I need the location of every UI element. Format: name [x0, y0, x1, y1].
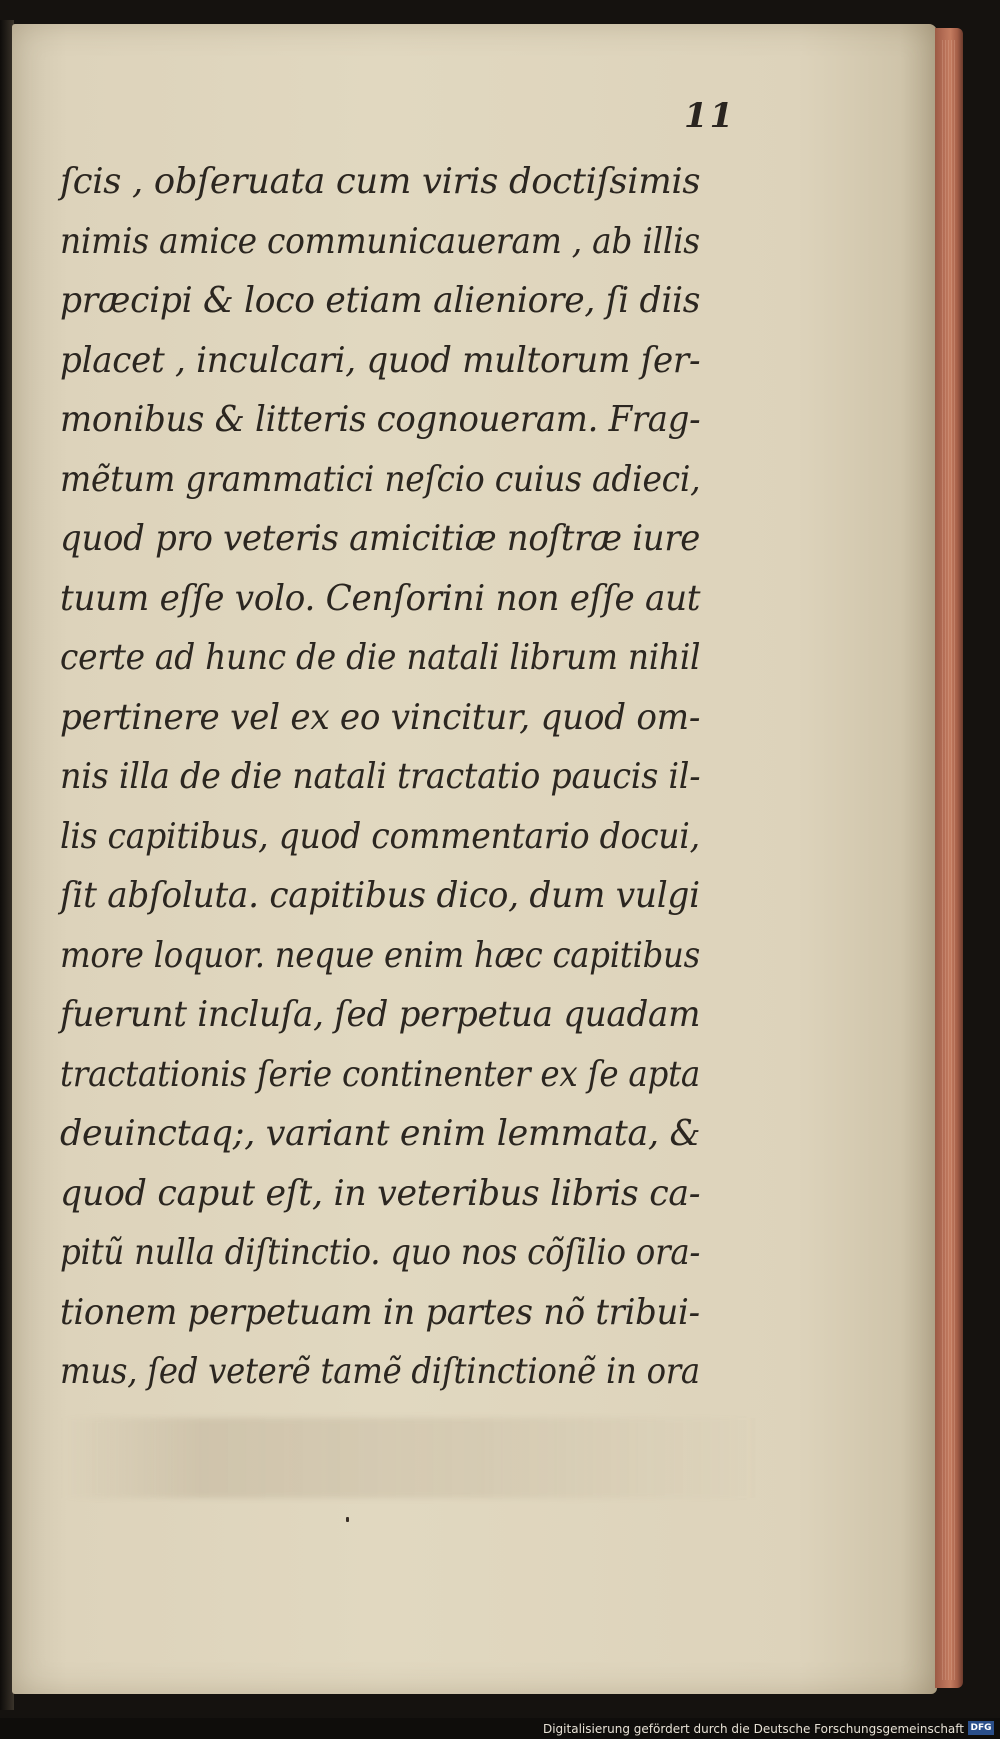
text-line-content: quod caput eſt, in veteribus libris ca-	[60, 1172, 701, 1214]
text-line	[60, 271, 760, 331]
text-line	[60, 1104, 760, 1164]
text-line-content: ſit abſoluta. capitibus dico, dum vulgi	[60, 875, 700, 916]
text-line	[60, 628, 760, 688]
ink-bleed-through	[60, 1418, 760, 1498]
text-line-content: monibus & litteris cognoueram. Frag-	[60, 399, 701, 440]
text-line-content: tuum eſſe volo. Cenſorini non eſſe aut	[60, 577, 701, 619]
text-line-content: præcipi & loco etiam alieniore, ſi diis	[60, 280, 701, 321]
text-line	[60, 450, 760, 510]
text-line	[60, 866, 760, 926]
page-number: 11	[684, 96, 736, 136]
text-line-content: placet , inculcari, quod multorum ſer-	[60, 339, 701, 381]
text-line	[60, 331, 760, 391]
text-line	[60, 1342, 760, 1402]
text-line	[60, 1164, 760, 1224]
text-line	[60, 926, 760, 986]
text-line	[60, 152, 760, 212]
text-line-content: nimis amice communicaueram , ab illis	[60, 220, 700, 262]
text-line-content: mus, ſed veterẽ tamẽ diſtinctionẽ in ora	[60, 1351, 700, 1392]
text-line-content: tractationis ſerie continenter ex ſe apta	[60, 1053, 701, 1095]
text-line-content: quod pro veteris amicitiæ noſtræ iure	[60, 518, 701, 559]
text-line	[60, 1223, 760, 1283]
text-line	[60, 807, 760, 867]
text-line	[60, 212, 760, 272]
body-text	[60, 152, 760, 1402]
text-line-content: pitũ nulla diſtinctio. quo nos cõſilio ora-	[60, 1232, 701, 1273]
text-line-content: fuerunt incluſa, ſed perpetua quadam	[60, 994, 701, 1035]
text-line	[60, 509, 760, 569]
digitization-credit: Digitalisierung gefördert durch die Deutsche Forschungsgemeinschaft	[542, 1722, 964, 1736]
text-line-content: nis illa de die natali tractatio paucis il-	[60, 756, 701, 797]
text-line-content: certe ad hunc de die natali librum nihil	[60, 637, 701, 678]
text-line-content: deuinctaq;, variant enim lemmata, &	[60, 1113, 701, 1154]
paper-speck	[346, 1517, 349, 1522]
text-line-content: mẽtum grammatici neſcio cuius adieci,	[60, 458, 701, 500]
text-line-content: more loquor. neque enim hæc capitibus	[60, 934, 700, 976]
text-line	[60, 1283, 760, 1343]
text-line	[60, 1045, 760, 1105]
page-edge-leaves	[942, 40, 956, 1680]
text-line-content: ſcis , obſeruata cum viris doctiſsimis	[60, 161, 701, 202]
text-line-content: pertinere vel ex eo vincitur, quod om-	[60, 696, 701, 738]
text-line	[60, 985, 760, 1045]
text-line-content: tionem perpetuam in partes nõ tribui-	[60, 1291, 700, 1333]
text-line	[60, 569, 760, 629]
dfg-logo: DFG	[968, 1721, 994, 1735]
text-line	[60, 747, 760, 807]
text-line	[60, 390, 760, 450]
text-line	[60, 688, 760, 748]
text-line-content: lis capitibus, quod commentario docui,	[60, 815, 700, 857]
